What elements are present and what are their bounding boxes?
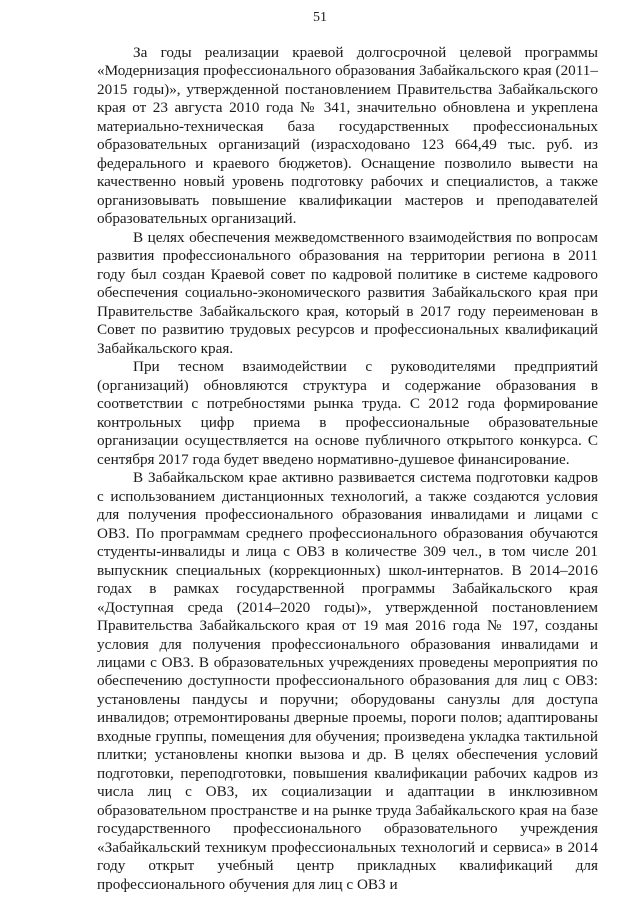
paragraph-inclusive-education: В Забайкальском крае активно развивается система подготовки кадров с использованием дистанционных технологий, а также создаются условия для получения профессионального образования инвалидами и лицами с ОВЗ. По программам среднего профессионального образования обучаются студенты-инвалиды и лица с ОВЗ в количестве 309 чел., в том числе 201 выпускник специальных (коррекционных) школ-интернатов. В 2014–2016 годах в рамках государственной программы Забайкальского края «Доступная среда (2014–2020 годы)», утвержденной постановлением Правительства Забайкальского края от 19 мая 2016 года № 197, созданы условия для получения профессионального образования инвалидами и лицами с ОВЗ. В образовательных учреждениях проведены мероприятия по обеспечению доступности профессионального образования для лиц с ОВЗ: установлены пандусы и поручни; оборудованы санузлы для доступа инвалидов; отремонтированы дверные проемы, пороги полов; адаптированы входные группы, помещения для обучения; произведена укладка тактильной плитки; установлены кнопки вызова и др. В целях обеспечения условий подготовки, переподготовки, повышения квалификации рабочих кадров из числа лиц с ОВЗ, их социализации и адаптации в инклюзивном образовательном пространстве и на рынке труда Забайкальского края на базе государственного профессионального образовательного учреждения «Забайкальский техникум профессиональных технологий и сервиса» в 2014 году открыт учебный центр прикладных квалификаций для профессионального обучения для лиц с ОВЗ и — [97, 469, 598, 893]
page-number: 51 — [313, 10, 327, 25]
paragraph-program-modernization: За годы реализации краевой долгосрочной целевой программы «Модернизация профессионального образования Забайкальского края (2011–2015 годы)», утвержденной постановлением Правительства Забайкальского края от 23 августа 2010 года № 341, значительно обновлена и укреплена материально-техническая база государственных профессиональных образовательных организаций (израсходовано 123 664,49 тыс. руб. из федерального и краевого бюджетов). Оснащение позволило вывести на качественно новый уровень подготовку рабочих и специалистов, а также организовывать повышение квалификации мастеров и преподавателей образовательных организаций. — [97, 44, 598, 228]
body-text — [97, 44, 598, 894]
paragraph-interagency-council: В целях обеспечения межведомственного взаимодействия по вопросам развития профессионального образования на территории региона в 2011 году был создан Краевой совет по кадровой политике в системе кадрового обеспечения социально-экономического развития Забайкальского края при Правительстве Забайкальского края, который в 2017 году переименован в Совет по развитию трудовых ресурсов и профессиональных квалификаций Забайкальского края. — [97, 228, 598, 357]
paragraph-employer-cooperation: При тесном взаимодействии с руководителями предприятий (организаций) обновляются структура и содержание образования в соответствии с потребностями рынка труда. С 2012 года формирование контрольных цифр приема в профессиональные образовательные организации осуществляется на основе публичного открытого конкурса. С сентября 2017 года будет введено нормативно-душевое финансирование. — [97, 358, 598, 468]
